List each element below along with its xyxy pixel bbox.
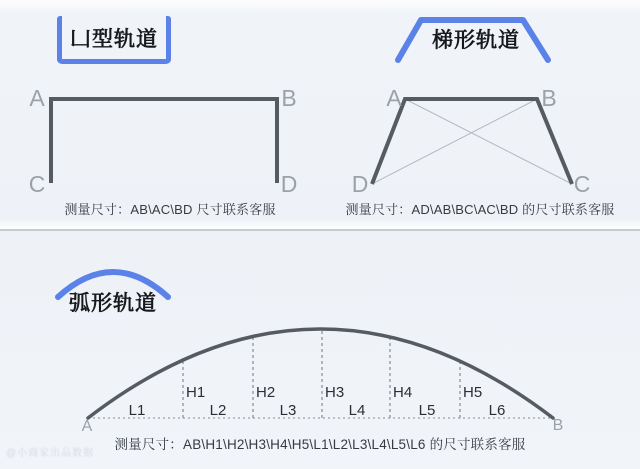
u-vertex-a: A bbox=[29, 85, 45, 111]
u-track-title: 凵型轨道 bbox=[70, 27, 158, 51]
trapezoid-diagonal-db bbox=[372, 99, 537, 184]
trapezoid-track-diagram bbox=[330, 85, 630, 205]
watermark: @小商家出品数据 bbox=[6, 448, 95, 459]
arc-track-caption: 测量尺寸：AB\H1\H2\H3\H4\H5\L1\L2\L3\L4\L5\L6 的尺寸联系客服 bbox=[114, 437, 526, 452]
trapezoid-track-title: 梯形轨道 bbox=[432, 29, 520, 52]
arc-endpoint-b: B bbox=[552, 417, 564, 434]
arc-track-title: 弧形轨道 bbox=[69, 292, 157, 315]
u-vertex-b: B bbox=[281, 85, 297, 111]
arc-h5-label: H5 bbox=[463, 384, 483, 401]
u-track-diagram bbox=[20, 85, 310, 205]
arc-l2-label: L2 bbox=[209, 402, 227, 419]
u-vertex-c: C bbox=[28, 171, 46, 197]
arc-curve bbox=[88, 329, 553, 418]
trapezoid-vertex-d: D bbox=[351, 171, 369, 197]
u-track-caption: 测量尺寸：AB\AC\BD 尺寸联系客服 bbox=[64, 202, 276, 217]
arc-h3-label: H3 bbox=[325, 384, 345, 401]
trapezoid-vertex-a: A bbox=[386, 85, 402, 111]
trapezoid-vertex-b: B bbox=[541, 85, 557, 111]
arc-l5-label: L5 bbox=[418, 402, 436, 419]
arc-l1-label: L1 bbox=[128, 402, 146, 419]
trapezoid-track-caption: 测量尺寸：AD\AB\BC\AC\BD 的尺寸联系客服 bbox=[345, 202, 615, 217]
arc-l3-label: L3 bbox=[279, 402, 297, 419]
arc-h2-label: H2 bbox=[256, 384, 276, 401]
trapezoid-diagonal-ac bbox=[405, 99, 572, 184]
arc-l4-label: L4 bbox=[348, 402, 366, 419]
arc-h4-label: H4 bbox=[393, 384, 413, 401]
u-vertex-d: D bbox=[280, 171, 298, 197]
arc-track-diagram bbox=[70, 315, 570, 440]
section-divider-glow bbox=[0, 219, 640, 229]
u-track-title-badge bbox=[57, 16, 171, 64]
arc-l6-label: L6 bbox=[488, 402, 506, 419]
trapezoid-outline bbox=[372, 99, 572, 184]
u-track-outline bbox=[51, 99, 277, 183]
section-divider bbox=[0, 229, 640, 231]
arc-h1-label: H1 bbox=[186, 384, 206, 401]
arc-endpoint-a: A bbox=[81, 418, 93, 435]
trapezoid-vertex-c: C bbox=[573, 171, 591, 197]
